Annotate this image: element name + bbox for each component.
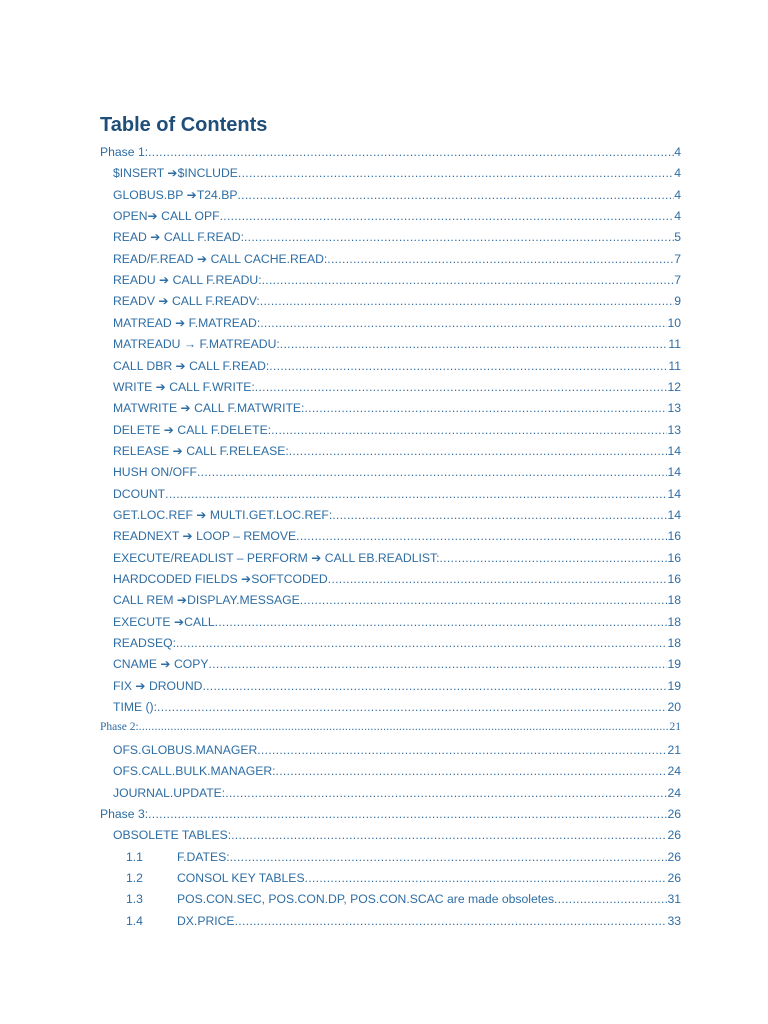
toc-entry[interactable] xyxy=(113,743,681,759)
toc-entry[interactable] xyxy=(113,657,681,673)
toc-entry[interactable] xyxy=(113,444,681,460)
toc-dot-leader xyxy=(554,892,667,906)
toc-page-number: 16 xyxy=(667,529,681,543)
toc-entry-text: GLOBUS.BP ➔T24.BP xyxy=(113,188,238,202)
toc-page-number: 18 xyxy=(667,615,681,629)
toc-dot-leader xyxy=(197,465,667,479)
toc-page-number: 4 xyxy=(674,145,681,159)
toc-entry[interactable] xyxy=(113,273,681,289)
toc-dot-leader xyxy=(276,764,668,778)
toc-page-number: 20 xyxy=(667,700,681,714)
toc-page-number: 16 xyxy=(667,551,681,565)
toc-entry[interactable] xyxy=(113,337,681,353)
toc-dot-leader xyxy=(440,551,668,565)
toc-entry-text: OFS.CALL.BULK.MANAGER: xyxy=(113,764,276,778)
toc-dot-leader xyxy=(280,337,669,351)
toc-entry[interactable] xyxy=(113,316,681,332)
toc-entry-text: HUSH ON/OFF xyxy=(113,465,197,479)
toc-entry-text: TIME (): xyxy=(113,700,158,714)
toc-page-number: 33 xyxy=(667,914,681,928)
toc-entry[interactable] xyxy=(113,764,681,780)
toc-entry[interactable] xyxy=(126,892,681,908)
toc-entry[interactable] xyxy=(113,529,681,545)
toc-dot-leader xyxy=(220,209,675,223)
toc-entry[interactable] xyxy=(113,166,681,182)
toc-entry-text: MATREADU → F.MATREADU: xyxy=(113,337,280,351)
toc-dot-leader xyxy=(300,593,668,607)
toc-entry[interactable] xyxy=(113,359,681,375)
toc-entry-text: Phase 1: xyxy=(100,145,149,159)
toc-entry[interactable] xyxy=(100,721,681,737)
toc-entry[interactable] xyxy=(113,294,681,310)
toc-entry-text: MATREAD ➔ F.MATREAD: xyxy=(113,316,261,330)
toc-entry-number: 1.4 xyxy=(126,914,143,928)
toc-entry-text: READU ➔ CALL F.READU: xyxy=(113,273,262,287)
toc-dot-leader xyxy=(157,700,667,714)
toc-entry[interactable] xyxy=(113,423,681,439)
toc-entry[interactable] xyxy=(113,572,681,588)
toc-entry-text: CALL DBR ➔ CALL F.READ: xyxy=(113,359,270,373)
toc-page-number: 4 xyxy=(674,188,681,202)
toc-entry-text: FIX ➔ DROUND xyxy=(113,679,203,693)
toc-dot-leader xyxy=(260,316,667,330)
toc-dot-leader xyxy=(225,786,667,800)
toc-dot-leader xyxy=(139,721,670,733)
toc-page-number: 26 xyxy=(667,850,681,864)
toc-page-number: 13 xyxy=(667,423,681,437)
toc-page-number: 14 xyxy=(667,487,681,501)
toc-entry-text: EXECUTE/READLIST – PERFORM ➔ CALL EB.READLIST: xyxy=(113,551,440,565)
toc-entry[interactable] xyxy=(126,850,681,866)
toc-entry[interactable] xyxy=(113,465,681,481)
toc-page-number: 18 xyxy=(667,593,681,607)
toc-dot-leader xyxy=(271,423,667,437)
toc-dot-leader xyxy=(215,615,668,629)
toc-page-number: 12 xyxy=(667,380,681,394)
toc-page-number: 13 xyxy=(667,401,681,415)
toc-dot-leader xyxy=(237,188,674,202)
toc-dot-leader xyxy=(255,380,668,394)
toc-entry-number: 1.2 xyxy=(126,871,143,885)
toc-entry[interactable] xyxy=(113,636,681,652)
toc-dot-leader xyxy=(327,252,674,266)
toc-page-number: 14 xyxy=(667,508,681,522)
toc-page-number: 24 xyxy=(667,764,681,778)
toc-entry-text: CNAME ➔ COPY xyxy=(113,657,209,671)
toc-entry-text: F.DATES: xyxy=(177,850,230,864)
toc-entry-text: HARDCODED FIELDS ➔SOFTCODED xyxy=(113,572,328,586)
toc-entry[interactable] xyxy=(100,807,681,823)
toc-entry-text: CONSOL KEY TABLES xyxy=(177,871,305,885)
toc-entry-text: CALL REM ➔DISPLAY.MESSAGE xyxy=(113,593,300,607)
toc-entry-text: READ/F.READ ➔ CALL CACHE.READ: xyxy=(113,252,328,266)
toc-dot-leader xyxy=(238,166,674,180)
toc-entry[interactable] xyxy=(113,551,681,567)
toc-page-number: 10 xyxy=(667,316,681,330)
toc-dot-leader xyxy=(176,636,667,650)
toc-entry[interactable] xyxy=(126,914,681,930)
toc-entry[interactable] xyxy=(113,188,681,204)
toc-entry[interactable] xyxy=(113,700,681,716)
toc-entry[interactable] xyxy=(113,401,681,417)
toc-dot-leader xyxy=(235,914,668,928)
toc-page-number: 4 xyxy=(674,209,681,223)
toc-dot-leader xyxy=(304,401,667,415)
toc-entry-text: READNEXT ➔ LOOP – REMOVE xyxy=(113,529,297,543)
toc-entry[interactable] xyxy=(113,209,681,225)
toc-entry[interactable] xyxy=(113,487,681,503)
toc-entry-text: DCOUNT xyxy=(113,487,166,501)
toc-page-number: 16 xyxy=(667,572,681,586)
toc-page-number: 18 xyxy=(667,636,681,650)
toc-dot-leader xyxy=(257,743,667,757)
toc-entry[interactable] xyxy=(113,508,681,524)
toc-entry[interactable] xyxy=(113,230,681,246)
toc-dot-leader xyxy=(328,572,668,586)
toc-entry-text: OPEN➔ CALL OPF xyxy=(113,209,220,223)
toc-page-number: 14 xyxy=(667,465,681,479)
toc-entry-text: JOURNAL.UPDATE: xyxy=(113,786,226,800)
toc-page-number: 11 xyxy=(668,359,681,373)
toc-entry[interactable] xyxy=(113,593,681,609)
toc-dot-leader xyxy=(148,145,674,159)
toc-page-number: 31 xyxy=(667,892,681,906)
toc-dot-leader xyxy=(305,871,668,885)
toc-entry[interactable] xyxy=(126,871,681,887)
toc-dot-leader xyxy=(231,828,667,842)
toc-entry-text: POS.CON.SEC, POS.CON.DP, POS.CON.SCAC are made obsoletes xyxy=(177,892,555,906)
toc-page-number: 19 xyxy=(667,657,681,671)
toc-dot-leader xyxy=(202,679,667,693)
toc-dot-leader xyxy=(269,359,668,373)
toc-page-number: 24 xyxy=(667,786,681,800)
toc-dot-leader xyxy=(332,508,667,522)
toc-page-number: 26 xyxy=(667,828,681,842)
toc-dot-leader xyxy=(230,850,668,864)
toc-entry[interactable] xyxy=(100,145,681,161)
toc-dot-leader xyxy=(165,487,667,501)
toc-entry-text: EXECUTE ➔CALL xyxy=(113,615,215,629)
toc-entry-text: RELEASE ➔ CALL F.RELEASE: xyxy=(113,444,289,458)
toc-entry-text: DELETE ➔ CALL F.DELETE: xyxy=(113,423,272,437)
toc-entry-text: GET.LOC.REF ➔ MULTI.GET.LOC.REF: xyxy=(113,508,333,522)
toc-entry-number: 1.1 xyxy=(126,850,143,864)
toc-entry[interactable] xyxy=(113,828,681,844)
toc-entry-text: DX.PRICE xyxy=(177,914,235,928)
toc-dot-leader xyxy=(244,230,674,244)
toc-page-number: 21 xyxy=(667,743,681,757)
toc-dot-leader xyxy=(296,529,667,543)
toc-entry-text: READV ➔ CALL F.READV: xyxy=(113,294,260,308)
toc-entry-number: 1.3 xyxy=(126,892,143,906)
toc-page-number: 4 xyxy=(674,166,681,180)
toc-entry[interactable] xyxy=(113,252,681,268)
toc-entry[interactable] xyxy=(113,786,681,802)
toc-entry-text: Phase 2: xyxy=(100,721,139,733)
toc-page-number: 7 xyxy=(674,252,681,266)
toc-entry-text: MATWRITE ➔ CALL F.MATWRITE: xyxy=(113,401,305,415)
toc-page-number: 7 xyxy=(674,273,681,287)
toc-dot-leader xyxy=(148,807,667,821)
toc-dot-leader xyxy=(209,657,668,671)
toc-entry-text: WRITE ➔ CALL F.WRITE: xyxy=(113,380,255,394)
toc-entry[interactable] xyxy=(113,380,681,396)
toc-page-number: 9 xyxy=(674,294,681,308)
toc-entry-text: READ ➔ CALL F.READ: xyxy=(113,230,244,244)
toc-page-number: 26 xyxy=(667,807,681,821)
toc-entry[interactable] xyxy=(113,679,681,695)
toc-entry-text: Phase 3: xyxy=(100,807,149,821)
toc-page-number: 11 xyxy=(668,337,681,351)
toc-dot-leader xyxy=(262,273,675,287)
toc-dot-leader xyxy=(260,294,674,308)
toc-page-number: 26 xyxy=(667,871,681,885)
toc-page-number: 14 xyxy=(667,444,681,458)
toc-entry[interactable] xyxy=(113,615,681,631)
toc-page-number: 21 xyxy=(669,721,681,733)
toc-page-number: 19 xyxy=(667,679,681,693)
toc-entry-text: $INSERT ➔$INCLUDE xyxy=(113,166,238,180)
toc-page-number: 5 xyxy=(674,230,681,244)
toc-entry-text: OFS.GLOBUS.MANAGER xyxy=(113,743,258,757)
toc-dot-leader xyxy=(289,444,668,458)
toc-entry-text: READSEQ: xyxy=(113,636,176,650)
toc-entry-text: OBSOLETE TABLES: xyxy=(113,828,232,842)
toc-title: Table of Contents xyxy=(100,114,268,136)
